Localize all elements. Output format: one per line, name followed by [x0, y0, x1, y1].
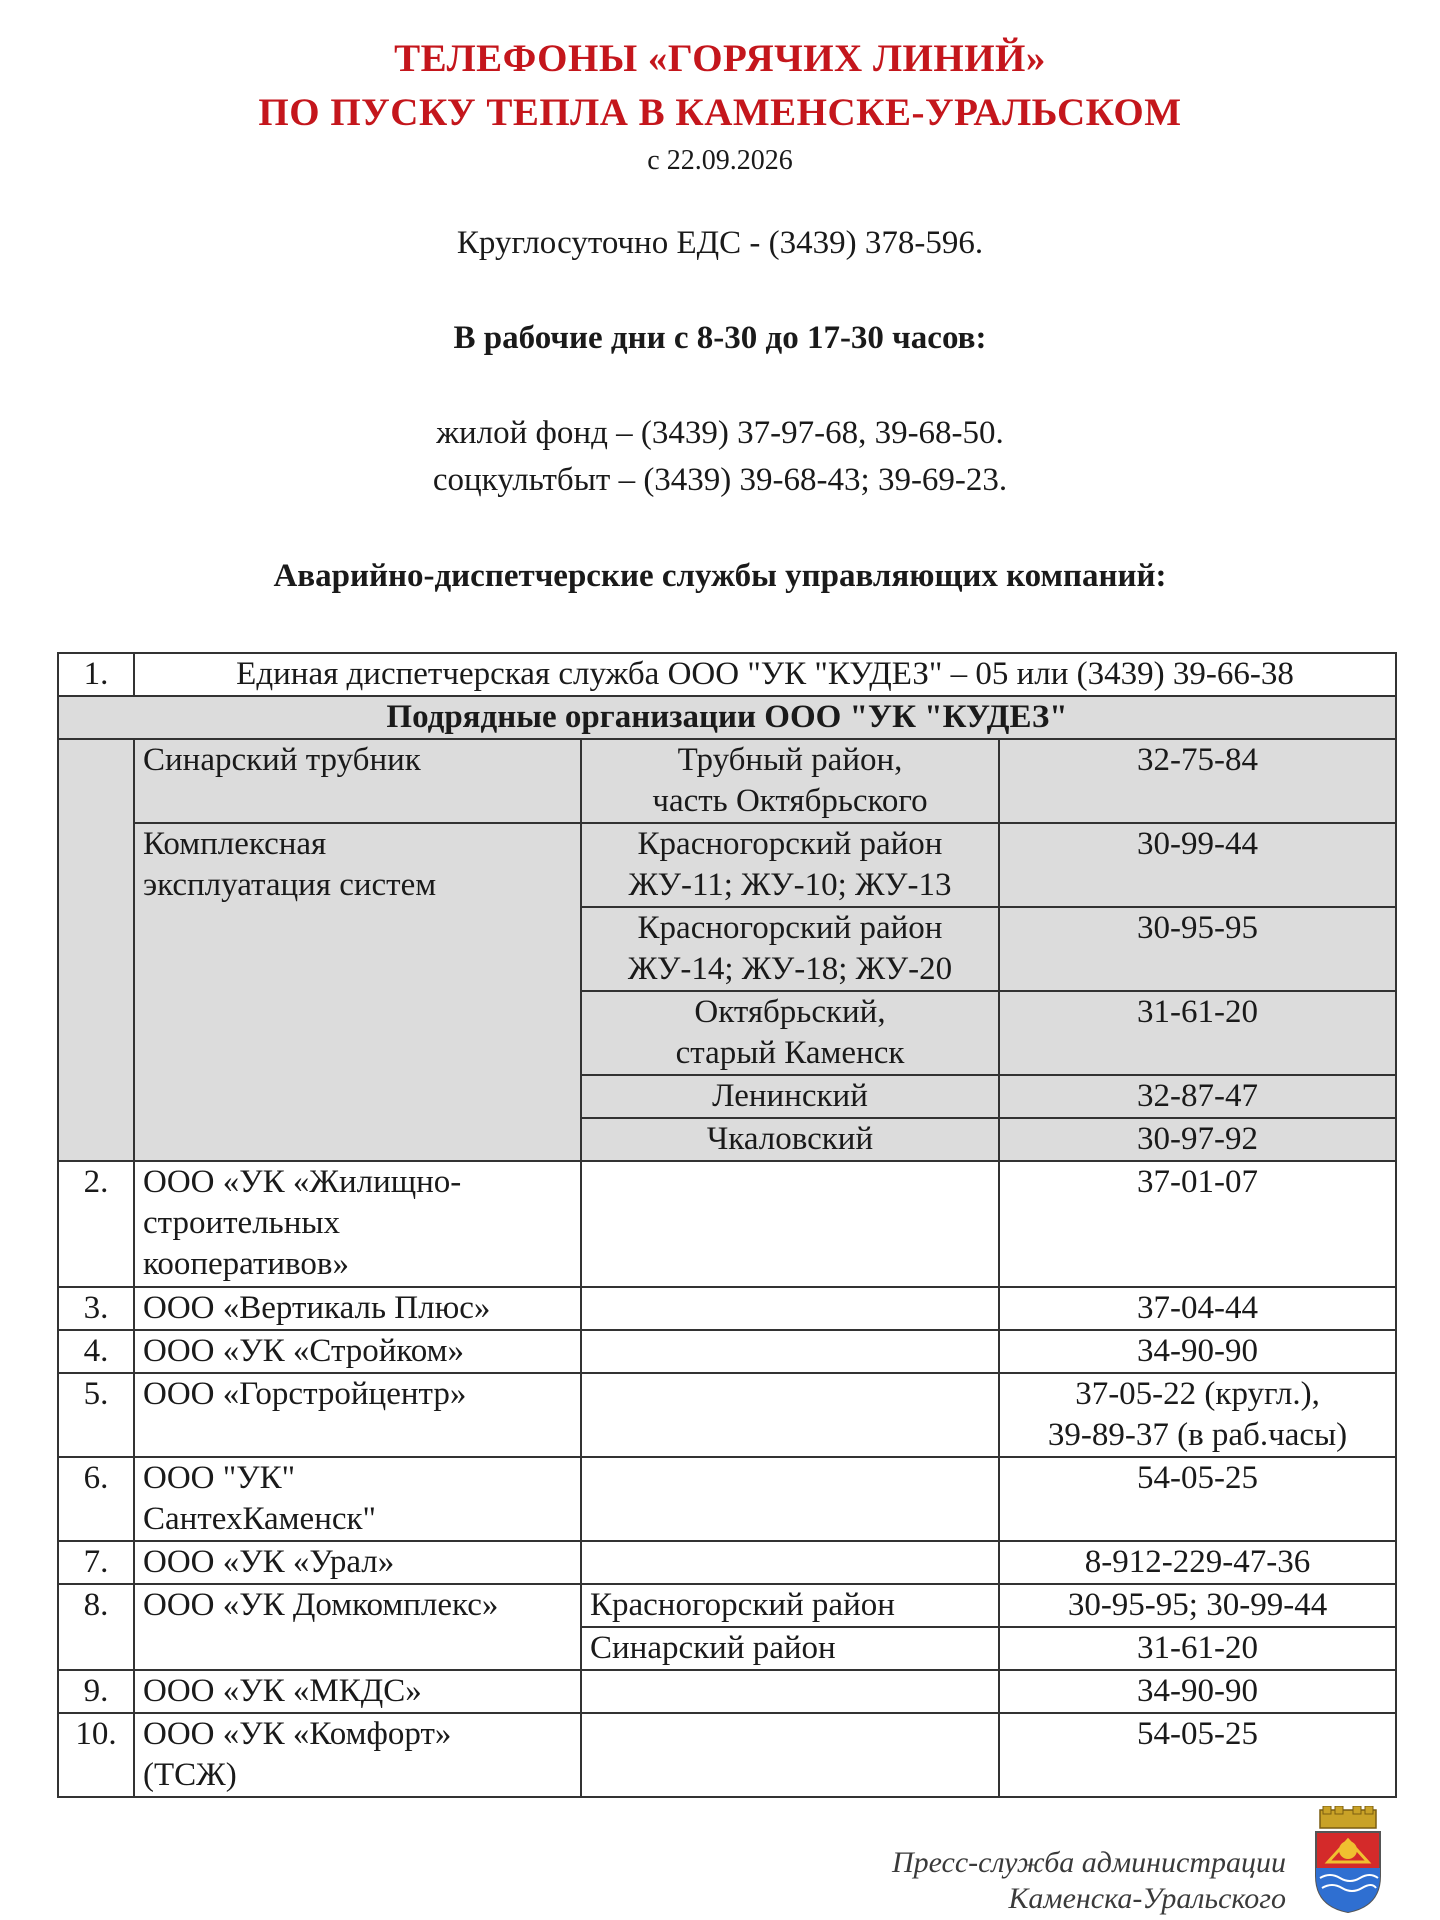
- company-name: ООО «УК Домкомплекс»: [134, 1584, 581, 1670]
- name-line: Комплексная: [143, 826, 327, 862]
- row-number: 10.: [58, 1713, 134, 1797]
- phone-line: 39-89-37 (в раб.часы): [1047, 1417, 1348, 1453]
- contractor-area: [581, 823, 999, 907]
- press-service-line: Пресс-служба администрации: [891, 1846, 1286, 1879]
- contractor-area: Ленинский: [581, 1075, 999, 1118]
- date-text: с 22.09.2026: [647, 145, 793, 176]
- city-name-line: Каменска-Уральского: [1008, 1882, 1286, 1915]
- company-phone: 54-05-25: [999, 1713, 1396, 1797]
- contractor-phone: 31-61-20: [999, 991, 1396, 1075]
- company-phone: 34-90-90: [999, 1670, 1396, 1713]
- name-line: СантехКаменск": [143, 1501, 377, 1537]
- area-line: Трубный район,: [677, 742, 903, 778]
- company-name: ООО «УК «Стройком»: [134, 1330, 581, 1373]
- company-area: [581, 1287, 999, 1330]
- table-row: [58, 1713, 1396, 1797]
- company-area: Синарский район: [581, 1627, 999, 1670]
- contractor-phone: 32-87-47: [999, 1075, 1396, 1118]
- name-line: ООО «УК «Жилищно-: [143, 1164, 462, 1200]
- company-phone: 37-04-44: [999, 1287, 1396, 1330]
- contractor-name: Синарский трубник: [134, 739, 581, 823]
- table-row: [58, 1457, 1396, 1541]
- table-row: [58, 1161, 1396, 1287]
- company-phone: 8-912-229-47-36: [999, 1541, 1396, 1584]
- row-number: 1.: [58, 653, 134, 696]
- company-phone: 31-61-20: [999, 1627, 1396, 1670]
- area-line: Красногорский район: [637, 826, 943, 862]
- company-area: [581, 1330, 999, 1373]
- row-number: 7.: [58, 1541, 134, 1584]
- row-number: 6.: [58, 1457, 134, 1541]
- row-number: 5.: [58, 1373, 134, 1457]
- area-line: часть Октябрьского: [652, 783, 928, 819]
- company-phone: 54-05-25: [999, 1457, 1396, 1541]
- contractor-phone: 30-95-95: [999, 907, 1396, 991]
- table-row: [58, 653, 1396, 696]
- contractor-phone: 32-75-84: [999, 739, 1396, 823]
- row-number: 2.: [58, 1161, 134, 1287]
- eds-phone: Круглосуточно ЕДС - (3439) 378-596.: [456, 225, 984, 261]
- company-area: [581, 1373, 999, 1457]
- contractor-area: [581, 907, 999, 991]
- company-name: ООО «УК «МКДС»: [134, 1670, 581, 1713]
- table-row: [58, 1373, 1396, 1457]
- company-name: [134, 1457, 581, 1541]
- company-name: [134, 1161, 581, 1287]
- contractor-area: [581, 739, 999, 823]
- company-area: [581, 1670, 999, 1713]
- contractor-area: [581, 991, 999, 1075]
- table-row: [58, 1287, 1396, 1330]
- company-area: [581, 1457, 999, 1541]
- company-phone: 30-95-95; 30-99-44: [999, 1584, 1396, 1627]
- table-row: [58, 823, 1396, 907]
- phone-line: 37-05-22 (кругл.),: [1075, 1376, 1320, 1412]
- company-area: [581, 1713, 999, 1797]
- name-line: кооперативов»: [143, 1246, 349, 1282]
- row-number: 3.: [58, 1287, 134, 1330]
- table-row: [58, 1670, 1396, 1713]
- name-line: строительных: [143, 1205, 341, 1241]
- contractor-area: Чкаловский: [581, 1118, 999, 1161]
- social-phones: соцкультбыт – (3439) 39-68-43; 39-69-23.: [432, 462, 1008, 498]
- unified-dispatch: Единая диспетчерская служба ООО "УК "КУДЕЗ" – 05 или (3439) 39-66-38: [134, 653, 1396, 696]
- company-phone: 37-01-07: [999, 1161, 1396, 1287]
- company-name: ООО «УК «Урал»: [134, 1541, 581, 1584]
- row-number: 4.: [58, 1330, 134, 1373]
- table-row: [58, 696, 1396, 739]
- area-line: ЖУ-11; ЖУ-10; ЖУ-13: [628, 867, 952, 903]
- company-name: [134, 1713, 581, 1797]
- name-line: (ТСЖ): [143, 1757, 237, 1793]
- contractor-phone: 30-97-92: [999, 1118, 1396, 1161]
- company-name: ООО «Вертикаль Плюс»: [134, 1287, 581, 1330]
- company-area: Красногорский район: [581, 1584, 999, 1627]
- table-row: [58, 1541, 1396, 1584]
- company-phone: [999, 1373, 1396, 1457]
- area-line: ЖУ-14; ЖУ-18; ЖУ-20: [627, 951, 953, 987]
- table-row: [58, 1584, 1396, 1627]
- table-row: [58, 739, 1396, 823]
- housing-phones: жилой фонд – (3439) 37-97-68, 39-68-50.: [436, 415, 1004, 451]
- area-line: старый Каменск: [675, 1035, 905, 1071]
- work-hours-heading: В рабочие дни с 8-30 до 17-30 часов:: [453, 320, 987, 356]
- contractor-phone: 30-99-44: [999, 823, 1396, 907]
- table-row: [58, 1330, 1396, 1373]
- empty-cell: [58, 739, 134, 1161]
- hotlines-table: [57, 652, 1397, 1798]
- company-phone: 34-90-90: [999, 1330, 1396, 1373]
- coat-of-arms-icon: [1310, 1806, 1386, 1914]
- contractors-heading: Подрядные организации ООО "УК "КУДЕЗ": [58, 696, 1396, 739]
- area-line: Красногорский район: [637, 910, 943, 946]
- emergency-heading: Аварийно-диспетчерские службы управляющих компаний:: [273, 558, 1167, 594]
- name-line: ООО "УК": [143, 1460, 296, 1496]
- name-line: ООО «УК «Комфорт»: [143, 1716, 452, 1752]
- contractor-name: [134, 823, 581, 1161]
- company-area: [581, 1541, 999, 1584]
- title-line-1: ТЕЛЕФОНЫ «ГОРЯЧИХ ЛИНИЙ»: [394, 37, 1046, 80]
- row-number: 8.: [58, 1584, 134, 1670]
- title-line-2: ПО ПУСКУ ТЕПЛА В КАМЕНСКЕ-УРАЛЬСКОМ: [258, 91, 1182, 134]
- company-name: ООО «Горстройцентр»: [134, 1373, 581, 1457]
- name-line: эксплуатация систем: [143, 867, 437, 903]
- company-area: [581, 1161, 999, 1287]
- row-number: 9.: [58, 1670, 134, 1713]
- area-line: Октябрьский,: [694, 994, 886, 1030]
